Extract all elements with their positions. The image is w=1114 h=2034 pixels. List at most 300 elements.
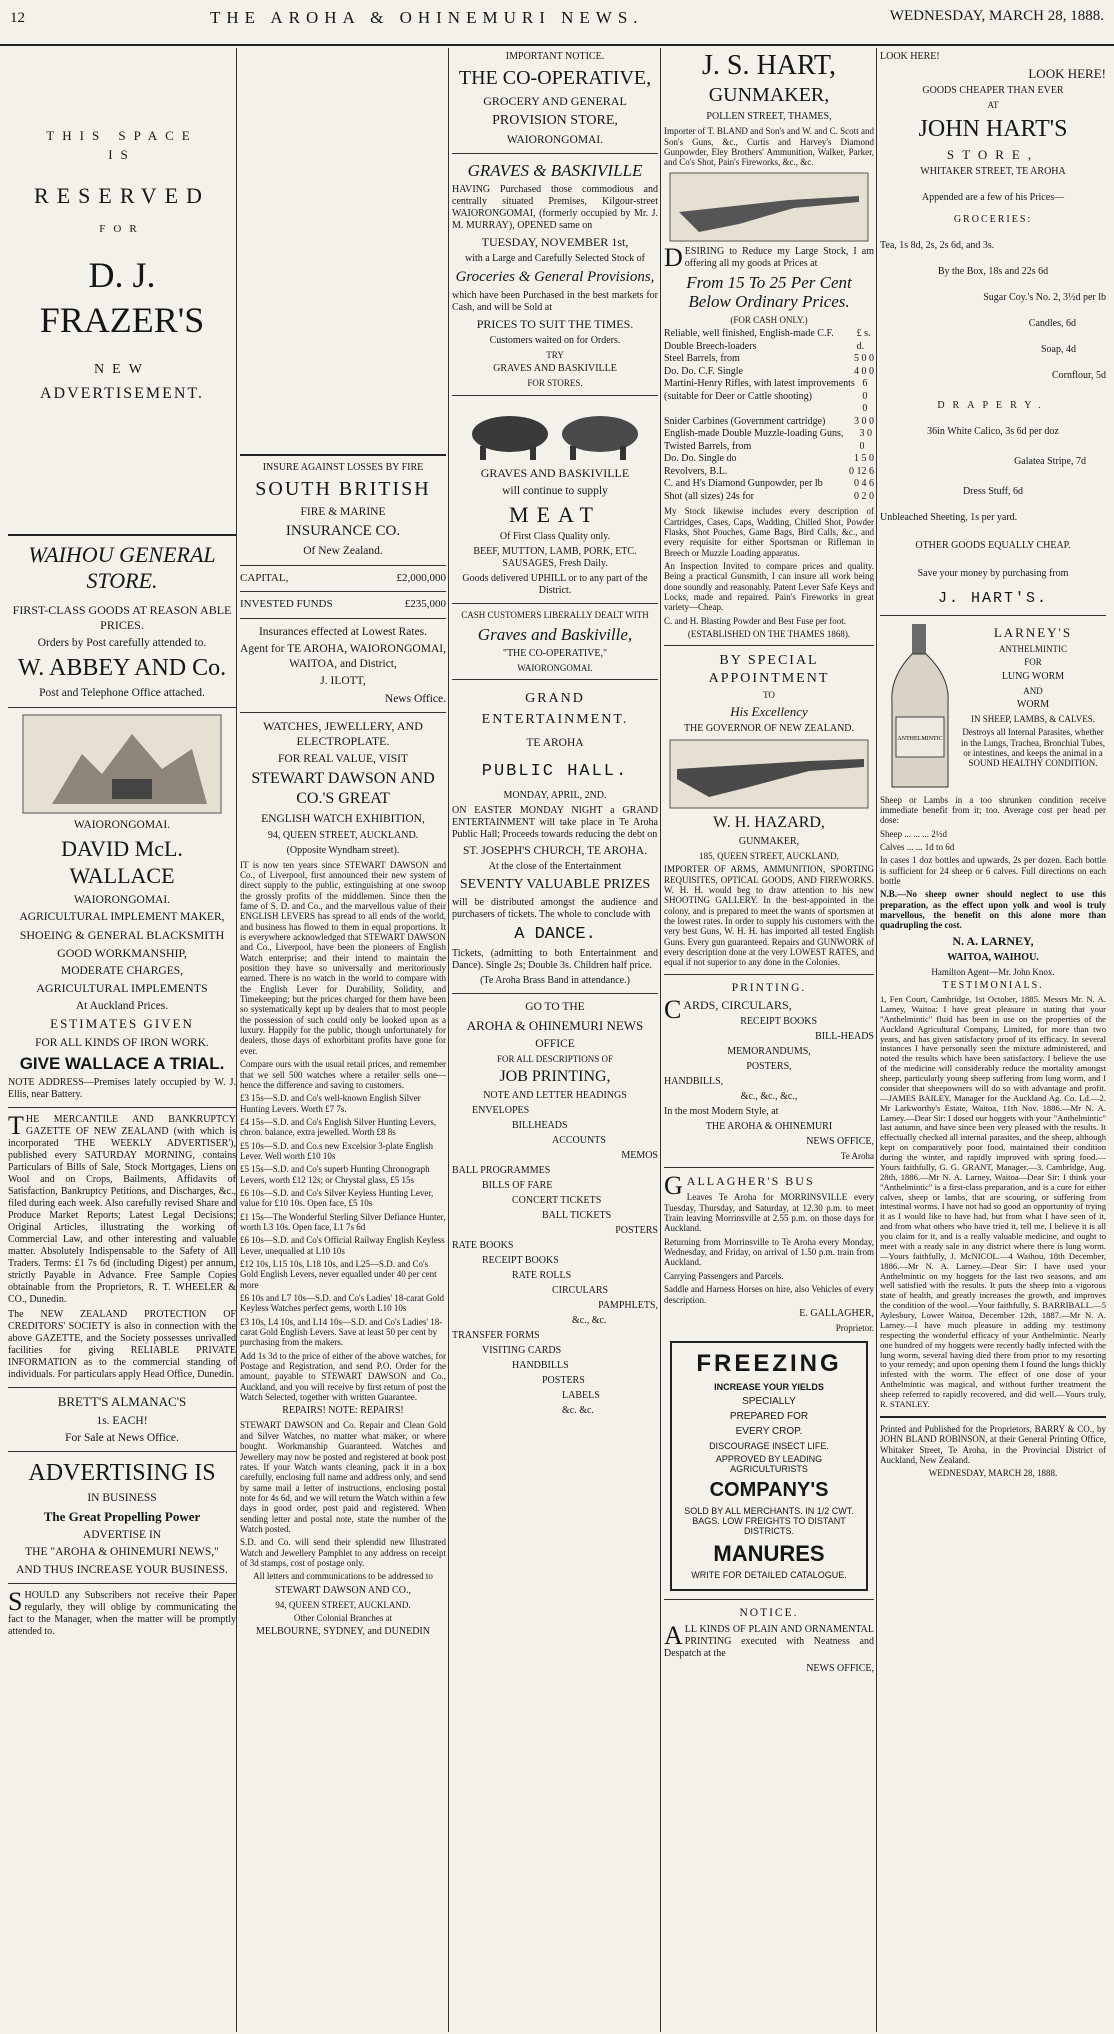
watch-price: £6 10s—S.D. and Co's Silver Keyless Hunting Lever, value for £10 10s. Open face, £5 10s	[240, 1187, 434, 1209]
ent-tickets: Tickets, (admitting to both Entertainment and Dance). Single 2s; Double 3s. Children half price.	[452, 948, 658, 972]
manures-approved: APPROVED BY LEADING AGRICULTURISTS	[715, 1453, 823, 1475]
protection-society: The NEW ZEALAND PROTECTION OF CREDITORS' SOCIETY is also in connection with the above GAZETTE, and the Society possesses unrivalled facilities for giving RELIABLE PRIVATE INFORMATION as to the commercial standing of individuals. For particulars apply Head Office, Dunedin.	[8, 1309, 236, 1381]
letters-body: All letters and communications to be addressed to	[253, 1571, 433, 1582]
watch-price: £4 15s—S.D. and Co's English Silver Hunting Levers, chron. balance, extra jewelled. Worth £8 8s	[240, 1116, 437, 1138]
insure-nz: Of New Zealand.	[303, 545, 383, 558]
print-item: HANDBILLS	[512, 1360, 569, 1372]
wallace-l2: SHOEING & GENERAL BLACKSMITH	[19, 927, 225, 942]
column-1	[8, 48, 236, 2032]
reserved-line6: ADVERTISEMENT.	[39, 385, 205, 403]
coop-notice: IMPORTANT NOTICE.	[505, 51, 605, 62]
column-rule	[236, 48, 237, 2032]
stewart-dawson-ad	[240, 719, 446, 1638]
larney-anthelmintic-ad	[880, 622, 1106, 1410]
manures-specially: SPECIALLY	[742, 1395, 796, 1407]
reserved-line1: THIS SPACE	[46, 128, 198, 143]
watches-l3: ENGLISH WATCH EXHIBITION,	[261, 813, 425, 826]
ent-body: ON EASTER MONDAY NIGHT a GRAND ENTERTAINMENT will take place in Te Aroha Public Hall; Proceeds towards reducing the debt on	[452, 805, 658, 840]
print-item: RECEIPT BOOKS	[482, 1255, 559, 1267]
larney-place: WAITOA, WAIHOU.	[947, 951, 1039, 963]
print-item: ACCOUNTS	[552, 1135, 606, 1147]
coop-place: WAIORONGOMAI.	[506, 133, 604, 146]
divider	[8, 1451, 236, 1452]
print-item: LABELS	[562, 1390, 600, 1402]
price-item: Do. Do. C.F. Single	[664, 365, 743, 377]
rifle-engraving	[669, 739, 869, 809]
grocery-item: Tea, 1s 8d, 2s, 2s 6d, and 3s.	[880, 239, 995, 251]
hart-name: J. S. HART,	[702, 50, 836, 81]
larney-body: 1, Fen Court, Cambridge, 1st October, 1885. Messrs Mr. N. A. Larney, Waitoa: I have great pleasure in stating that your "Anthelmintic" fluid has been in use on the properties of the Auckland Agricultural Company, Limited, for more than two years, and has given satisfactory proof of its efficacy. In several instances I have personally seen the mixture administered, and noted the results which have been satisfactory. I believe the use of the medicine will considerably reduce the mortality amongst sheep, particularly young sheep suffering from lung worm, and I consider that sheepowners will do so with advantage and profit.—JAMES BAILEY, Manager for the Auckland Ag. Co. Ld.—2. Mr Larkworthy's Estate, Waitoa, 11th Nov. 1886.—Mr N. A. Larney.—Dear Sir: I dosed our hoggets with your "Anthelmintic" last autumn, and have since been very pleased with the results. It effectually checked all internal parasites, and the sheep, although kept on comparatively poor food, maintained their condition during the winter, and rapidly improved with spring food.—Yours faithfully, G. G. GRANT, Manager.—3. Cambridge, Aug. 28th, 1886.—Mr N. A. Larney, Waitoa—Dear Sir: I think your "Anthelmintic" is a first-class preparation, and is a cure for either calves, sheep or lambs, that are scouring, or suffering from intestinal worms. I have not had so good an opportunity of trying it as I would like to have had, but from what I have seen of it, and from what others who have tried it, tell me, I believe it is all you claim for it, and is a really valuable medicine, and ought to meet with a ready sale in any district where there is lung worm.—Yours faithfully, J. McNICOL.—4 Waihou, 18th December, 1886.—Mr N. A. Larney.—Dear Sir: I have used your Anthelmintic on my hoggets for the last two seasons, and am well satisfied with the results. It puts the sheep into a vigorous state of health, and greatly increases the growth, and improves the condition of the wool.—Your faithfully, S. BARRIBALL.—5 Aylesbury, Lower Waitoa, December 12th, 1887.—Mr N. A. Larney.—I have much pleasure in adding my testimony respecting the wonderful efficacy of your Anthelmintic. Nearly one hundred of my hoggets were recently badly infected with the lung worm, several having died there from prior to my resorting to your remedy; and upon opening them I found the lungs thickly infested with the worm. The effect of one dose of your Anthelmintic was magical, and without further treatment the sheep referred to rapidly recovered, and did well.—Yours truly, R. STANLEY.	[880, 994, 1106, 1409]
price-value: 1 5 0	[854, 453, 874, 465]
watch-price: £6 10s—S.D. and Co's Official Railway English Keyless Lever, unequalled at L10 10s	[240, 1235, 445, 1256]
capital-row	[240, 572, 446, 586]
hart-cheaper: GOODS CHEAPER THAN EVER	[922, 85, 1064, 97]
livestock-engraving	[460, 402, 650, 462]
funds-row	[240, 598, 446, 612]
grocery-item: Soap, 4d	[1041, 343, 1076, 355]
waihou-name: W. ABBEY AND Co.	[17, 655, 227, 682]
dawson-addr2: 94, QUEEN STREET, AUCKLAND.	[275, 1599, 411, 1610]
hart-drapery: DRAPERY.	[937, 399, 1049, 411]
hart-sign: J. HART'S.	[937, 589, 1048, 607]
meat-l10: WAIORONGOMAI.	[517, 663, 593, 674]
divider	[880, 615, 1106, 616]
manures-title: MANURES	[713, 1540, 825, 1566]
price-row	[664, 366, 874, 379]
divider	[452, 603, 658, 604]
hart-price-list	[664, 328, 874, 503]
watch-price: £3 10s, L4 10s, and L14 10s—S.D. and Co's Ladies' 18-carat Gold English Levers. Save at least 50 per cent by purchasing from the makers.	[240, 1316, 443, 1348]
notice-title: NOTICE.	[739, 1607, 799, 1620]
cards-l10: THE AROHA & OHINEMURI	[705, 1121, 833, 1133]
divider	[880, 1416, 1106, 1418]
funds-label: INVESTED FUNDS	[240, 598, 333, 611]
wallace-l1: AGRICULTURAL IMPLEMENT MAKER,	[19, 911, 225, 924]
price-item: Snider Carbines (Government cartridge)	[664, 415, 826, 427]
print-item: &c. &c.	[562, 1405, 594, 1417]
price-item: Revolvers, B.L.	[664, 465, 728, 477]
ent-l1: GRAND	[525, 691, 585, 707]
larney-header	[880, 622, 1106, 792]
watch-price-list	[240, 1093, 446, 1348]
price-value: 0 4 6	[854, 478, 874, 490]
meat-l7: CASH CUSTOMERS LIBERALLY DEALT WITH	[461, 610, 649, 621]
news-printing-ad	[664, 981, 874, 1162]
page-number: 12	[10, 10, 25, 26]
print-item: MEMOS	[621, 1150, 658, 1162]
ent-l4: PUBLIC HALL.	[481, 761, 629, 781]
watches-l5: (Opposite Wyndham street).	[286, 844, 400, 856]
drapery-item: Galatea Stripe, 7d	[1014, 455, 1086, 467]
print-item: RATE ROLLS	[512, 1270, 572, 1282]
hazard-addr: 185, QUEEN STREET, AUCKLAND,	[699, 850, 839, 861]
print-item: TRANSFER FORMS	[452, 1330, 540, 1342]
wallace-place: WAIORONGOMAI.	[73, 818, 171, 831]
watch-price: £12 10s, L15 10s, L18 10s, and L25—S.D. and Co's Gold English Levers, never equalled under 40 per cent more	[240, 1259, 437, 1290]
price-row	[664, 353, 874, 366]
bus-body3: Carrying Passengers and Parcels.	[664, 1270, 784, 1281]
advertising-l2: The Great Propelling Power	[43, 1508, 201, 1524]
repairs-body: STEWART DAWSON and Co. Repair and Clean Gold and Silver Watches, no matter what maker, or where bought. Workmanship Guaranteed. Watches and Jewellery may now be posted and registered at book post rates. If your Watch wants cleaning, pack it in a box carefully, enclosing full name and address only, and send by same mail a letter of instructions, enclosing postal note for 4s 6d, and we will return the Watch within a few days in good order, post paid and registered. When sending letter and postal note, state the number of the Watch posted.	[240, 1420, 446, 1534]
advertising-title: ADVERTISING IS	[28, 1460, 216, 1487]
wallace-l10: NOTE ADDRESS—Premises lately occupied by W. J. Ellis, near Battery.	[8, 1077, 236, 1101]
insure-head: INSURE AGAINST LOSSES BY FIRE	[262, 462, 424, 473]
wallace-ad	[8, 714, 236, 1102]
divider	[8, 1387, 236, 1388]
watches-l1: FOR REAL VALUE, VISIT	[278, 752, 408, 765]
watch-price: £6 10s and L7 10s—S.D. and Co's Ladies' 18-carat Gold Keyless Watches perfect gems, worth L10 10s	[240, 1293, 444, 1314]
look-here-1: LOOK HERE!	[880, 51, 940, 62]
blank-space	[240, 48, 446, 448]
watch-price: £5 10s—S.D. and Co.s new Excelsior 3-plate English Lever. Well worth £10 10s	[240, 1140, 433, 1161]
divider	[240, 591, 446, 592]
price-item: Steel Barrels, from	[664, 353, 740, 365]
watches-body3: Add 1s 3d to the price of either of the above watches, for Postage and Registration, and send P.O. Order for the amount, payable to STEWART DAWSON and Co., Auckland, and you will receive by first return of post the Watch Selected, together with written Guarantee.	[240, 1350, 446, 1403]
hazard-l2: TO	[763, 690, 775, 701]
coop-name: GRAVES & BASKIVILLE	[467, 160, 643, 180]
hazard-trade: GUNMAKER,	[738, 835, 800, 847]
meat-l8: Graves and Baskiville,	[477, 624, 633, 644]
larney-dose1: Sheep ... ... ... 2½d	[880, 828, 947, 839]
hart-body4: C. and H. Blasting Powder and Best Fuse per foot.	[664, 615, 846, 626]
price-row	[664, 478, 874, 491]
reserved-name: D. J. FRAZER'S	[39, 254, 205, 340]
notice-body: ALL KINDS OF PLAIN AND ORNAMENTAL PRINTING executed with Neatness and Despatch at the	[664, 1620, 874, 1659]
price-value: 6 0 0	[862, 378, 868, 415]
manures-every: EVERY CROP.	[735, 1425, 803, 1437]
watches-l2: STEWART DAWSON AND CO.'S GREAT	[251, 770, 435, 808]
reserved-line4: FOR	[99, 223, 145, 235]
wallace-l7: ESTIMATES GIVEN	[50, 1016, 194, 1032]
watches-head: WATCHES, JEWELLERY, AND ELECTROPLATE.	[263, 718, 423, 748]
ent-band: (Te Aroha Brass Band in attendance.)	[480, 975, 630, 987]
john-hart-name: JOHN HART'S	[918, 115, 1068, 142]
hazard-l1: BY SPECIAL APPOINTMENT	[708, 653, 830, 686]
print-item: RATE BOOKS	[452, 1240, 514, 1252]
south-british-ad	[240, 462, 446, 706]
hart-addr: POLLEN STREET, THAMES,	[706, 111, 832, 123]
divider	[240, 565, 446, 566]
print-l6: NOTE AND LETTER HEADINGS	[483, 1090, 627, 1102]
price-value: 3 0 0	[859, 428, 872, 452]
cards-l2: CARDS, CIRCULARS,	[664, 995, 792, 1025]
insure-co: INSURANCE CO.	[285, 523, 401, 540]
drapery-item: Unbleached Sheeting, 1s per yard.	[880, 511, 1018, 523]
ent-l5: MONDAY, APRIL, 2ND.	[503, 790, 607, 801]
print-item: PAMPHLETS,	[598, 1300, 658, 1312]
price-value: 0 12 6	[849, 465, 874, 477]
almanac-sale: For Sale at News Office.	[65, 1431, 179, 1444]
wallace-l5: AGRICULTURAL IMPLEMENTS	[36, 981, 208, 996]
hazard-body: IMPORTER OF ARMS, AMMUNITION, SPORTING REQUISITES, OPTICAL GOODS, AND FIREWORKS. W. H. H. would beg to draw attention to his new SHOOTING GALLERY. In the best-appointed in the colony, and is prepared to meet the wants of sportsmen at the lowest rates. In order to supply his customers with the very best Guns, W. H. H. has imported all tested English Guns. Every gun guaranteed. Repairs and GUNWORK of every description done at the very LOWEST RATES, and equal if not superior to any done in the Colonies.	[664, 864, 874, 968]
insure-rates: Insurances effected at Lowest Rates.	[258, 626, 428, 638]
meat-l1: GRAVES AND BASKIVILLE	[480, 465, 630, 480]
coop-try: TRY	[546, 349, 564, 360]
manures-write: WRITE FOR DETAILED CATALOGUE.	[691, 1570, 847, 1581]
column-2	[240, 48, 446, 2032]
advertising-l4: THE "AROHA & OHINEMURI NEWS,"	[25, 1546, 219, 1559]
wallace-l9: GIVE WALLACE A TRIAL.	[19, 1054, 225, 1074]
advertising-l5: AND THUS INCREASE YOUR BUSINESS.	[16, 1563, 228, 1576]
wallace-l3: GOOD WORKMANSHIP,	[57, 945, 187, 960]
ent-close: At the close of the Entertainment	[488, 861, 622, 873]
grocery-item: Cornflour, 5d	[1051, 369, 1106, 381]
hart-addr: WHITAKER STREET, TE AROHA	[920, 165, 1066, 177]
coop-stores: GRAVES AND BASKIVILLE	[493, 363, 617, 375]
dawson-addr1: STEWART DAWSON AND CO.,	[275, 1584, 411, 1596]
capital-label: CAPITAL,	[240, 571, 289, 584]
waihou-title: WAIHOU GENERAL STORE.	[28, 542, 216, 594]
larney-title: LARNEY'S	[993, 624, 1073, 640]
price-item: Reliable, well finished, English-made C.F. Double Breech-loaders	[664, 328, 834, 352]
larney-agent: Hamilton Agent—Mr. John Knox.	[931, 966, 1055, 977]
larney-dose-head: Sheep or Lambs in a too shrunken condition receive immediate benefit from it; too. Average cost per head per dose:	[880, 794, 1106, 826]
grocery-item: By the Box, 18s and 22s 6d	[937, 265, 1049, 277]
advertising-l3: ADVERTISE IN	[82, 1528, 162, 1541]
subscriber-notice: SHOULD any Subscribers not receive their Paper regularly, they will oblige by communicating the fact to the Manager, when the matter will be promptly attended to.	[8, 1587, 236, 1638]
print-l2: AROHA & OHINEMURI NEWS	[466, 1017, 644, 1033]
divider	[240, 454, 446, 456]
divider	[240, 618, 446, 619]
hart-trade: GUNMAKER,	[708, 84, 830, 107]
look-here-2: LOOK HERE!	[1028, 66, 1106, 81]
print-item: BALL PROGRAMMES	[452, 1165, 551, 1177]
cards-l11: NEWS OFFICE,	[806, 1136, 874, 1148]
watches-body1: IT is now ten years since STEWART DAWSON and Co., of Liverpool, first announced their new system of direct supply to the public, extinguishing at one swoop the grossly profits of the middlemen. Since then the fame of S. D. and Co., and the marvellous value of their ENGLISH LEVERS has spread to all ends of the world, and business has flowed to them in equal proportions. It is everywhere acknowledged that STEWART DAWSON and Co., Liverpool, have been the pioneers of English Watch enterprise; and their intend to maintain the position they have so universally and meritoriously earned. There is no watch in the world to compare with the English Lever for Durability, Solidity, and Timekeeping; but the prices charged for them have been so systematically kept up by dealers that to most people the possession of such could only be looked upon as a luxury. Happily for the public, though unfortunately for dealers, those days of exhorbitant profits have gone for ever.	[240, 859, 446, 1056]
divider	[8, 707, 236, 708]
grocery-item: Sugar Coy.'s No. 2, 3½d per lb	[983, 291, 1106, 303]
grocery-item: Candles, 6d	[1028, 317, 1076, 329]
bottle-label: ANTHELMINTIC	[897, 735, 943, 742]
hart-body3: An Inspection Invited to compare prices and quality. Being a practical Gunsmith, I can insure all work being done soundly and reasonably. Patent Lever Safe Keys and Locks, made and repaired. Pain's Fireworks in great variety—Cheap.	[664, 560, 874, 613]
larney-title-block	[960, 622, 1106, 792]
bus-body: Leaves Te Aroha for MORRINSVILLE every Tuesday, Thursday, and Saturday, at 12.30 p.m. to meet Train leaving Morrinsville at 2.55 p.m. on those days for Auckland.	[664, 1192, 874, 1234]
meat-l2: will continue to supply	[502, 484, 608, 497]
column-rule	[660, 48, 661, 2032]
hart-headline: From 15 To 25 Per Cent Below Ordinary Prices.	[686, 272, 852, 312]
repairs-head: REPAIRS! NOTE: REPAIRS!	[282, 1405, 404, 1417]
ent-dance: A DANCE.	[514, 924, 596, 944]
price-value: £ s. d.	[856, 328, 871, 352]
shotgun-engraving	[669, 172, 869, 242]
hart-at: AT	[987, 100, 999, 111]
wallace-name: DAVID McL. WALLACE	[61, 835, 183, 889]
price-item: English-made Double Muzzle-loading Guns, Twisted Barrels, from	[664, 428, 844, 452]
larney-name: N. A. LARNEY,	[952, 933, 1034, 948]
print-item: BILLS OF FARE	[482, 1180, 553, 1192]
cards-l1: PRINTING.	[731, 981, 807, 994]
cards-l3: RECEIPT BOOKS	[740, 1016, 818, 1028]
masthead	[0, 0, 1114, 46]
divider	[452, 153, 658, 154]
price-row	[664, 428, 874, 453]
print-l5: JOB PRINTING,	[499, 1068, 611, 1086]
insure-sub: FIRE & MARINE	[300, 506, 386, 518]
price-value: 4 0 0	[854, 365, 874, 377]
divider	[8, 1107, 236, 1108]
divider	[8, 1583, 236, 1584]
price-row	[664, 466, 874, 479]
price-row	[664, 491, 874, 504]
notice-office: NEWS OFFICE,	[806, 1662, 874, 1674]
watches-l4: 94, QUEEN STREET, AUCKLAND.	[267, 829, 419, 841]
print-item: BALL TICKETS	[542, 1210, 612, 1222]
price-item: Do. Do. Single do	[664, 453, 737, 465]
price-item: Martini-Henry Rifles, with latest improvements (suitable for Deer or Cattle shooting)	[664, 378, 855, 402]
coop-body2: with a Large and Carefully Selected Stock of	[464, 253, 646, 265]
ent-l2: ENTERTAINMENT.	[481, 711, 629, 727]
larney-sub: ANTHELMINTIC	[999, 643, 1067, 654]
printing-notice	[664, 1606, 874, 1674]
cards-l8: &c., &c., &c.,	[740, 1091, 798, 1103]
job-printing-ad	[452, 1000, 658, 1417]
divider	[664, 645, 874, 646]
column-4	[664, 48, 874, 2032]
meat-l3: MEAT	[509, 501, 601, 527]
cards-l5: MEMORANDUMS,	[727, 1046, 811, 1058]
meat-ad	[452, 402, 658, 674]
print-item: CONCERT TICKETS	[512, 1195, 602, 1207]
manures-prepared: PREPARED FOR	[729, 1410, 809, 1422]
waihou-line3: Post and Telephone Office attached.	[39, 687, 205, 700]
meat-l4: Of First Class Quality only.	[499, 531, 611, 543]
coop-waited: Customers waited on for Orders.	[489, 334, 621, 346]
hart-body: Importer of T. BLAND and Son's and W. and C. Scott and Son's Guns, &c., Curtis and Harvey's Diamond Gunpowder, Eley Brothers' Ammunition, Walker, Parker, and Co's Shot, Pain's Fireworks, &c., &c.	[664, 126, 874, 168]
coop-title: THE CO-OPERATIVE,	[458, 67, 652, 89]
hart-save: Save your money by purchasing from	[917, 567, 1069, 579]
catalogue-body: S.D. and Co. will send their splendid new Illustrated Watch and Jewellery Pamphlet to any address on receipt of 3d stamps, cost of postage only.	[240, 1537, 446, 1568]
divider	[452, 993, 658, 994]
wallace-l6: At Auckland Prices.	[75, 1000, 169, 1013]
larney-dose2: Calves ... ... 1d to 6d	[880, 841, 955, 852]
larney-dose3: In cases 1 doz bottles and upwards, 2s per dozen. Each bottle is sufficient for 24 sheep or 6 calves. Full directions on each bottle	[880, 855, 1106, 886]
hazard-ad	[664, 652, 874, 967]
divider	[452, 395, 658, 396]
ent-prizes: SEVENTY VALUABLE PRIZES	[459, 877, 651, 893]
manures-increase: INCREASE YOUR YIELDS	[714, 1382, 824, 1393]
price-value: 5 0 0	[854, 353, 874, 365]
print-item: POSTERS	[615, 1225, 658, 1237]
cards-l9: In the most Modern Style, at	[664, 1106, 779, 1118]
frazer-advertisement	[8, 128, 236, 528]
hart-groceries: GROCERIES:	[953, 213, 1033, 225]
issue-date: WEDNESDAY, MARCH 28, 1888.	[889, 8, 1104, 24]
hart-other: OTHER GOODS EQUALLY CHEAP.	[915, 539, 1071, 551]
divider	[664, 1167, 874, 1168]
wallace-l4: MODERATE CHARGES,	[60, 964, 184, 977]
ent-church: ST. JOSEPH'S CHURCH, TE AROHA.	[462, 845, 648, 857]
price-row	[664, 378, 874, 416]
imprint-date: WEDNESDAY, MARCH 28, 1888.	[928, 1468, 1058, 1479]
print-item: BILLHEADS	[512, 1120, 568, 1132]
hart-est: (ESTABLISHED ON THE THAMES 1868).	[687, 628, 851, 639]
print-item: POSTERS	[542, 1375, 585, 1387]
larney-desc: Destroys all Internal Parasites, whether in the Lungs, Trachea, Bronchial Tubes, or intestines, and keeps the animal in a SOUND HEALTHY CONDITION.	[961, 727, 1105, 769]
divider	[240, 712, 446, 713]
coop-date: TUESDAY, NOVEMBER 1st,	[481, 235, 629, 250]
larney-for: FOR	[1024, 657, 1042, 668]
larney-lung: LUNG WORM	[1001, 670, 1065, 682]
imprint: Printed and Published for the Proprietors, BARRY & CO., by JOHN BLAND ROBINSON, at their General Printing Office, Whitaker Street, Te Aroha, in the Provincial District of Auckland, New Zealand.	[880, 1423, 1106, 1465]
coop-body: HAVING Purchased those commodious and centrally situated Premises, Kilgour-street WAIORONGOMAI, (formerly occupied by Mr. J. M. MURRAY), OPENED same on	[452, 184, 658, 232]
gallagher-bus-ad	[664, 1171, 874, 1333]
manures-company: COMPANY'S	[709, 1478, 829, 1501]
insure-name: SOUTH BRITISH	[255, 478, 431, 500]
reserved-line3: RESERVED	[34, 182, 210, 208]
blacksmith-engraving	[22, 714, 222, 814]
larney-nb: N.B.—No sheep owner should neglect to use this preparation, as the effect upon yolk and wool is truly marvellous, the benefit on this alone more than quadrupling the cost.	[880, 889, 1106, 931]
capital-value: £2,000,000	[396, 571, 446, 584]
column-3	[452, 48, 658, 2032]
john-hart-store-ad	[880, 51, 1106, 609]
almanac-ad	[8, 1394, 236, 1445]
almanac-title: BRETT'S ALMANAC'S	[57, 1394, 187, 1410]
meat-l5: BEEF, MUTTON, LAMB, PORK, ETC. SAUSAGES, Fresh Daily.	[473, 546, 637, 570]
hart-desire: DESIRING to Reduce my Large Stock, I am offering all my goods at Prices at	[664, 242, 874, 272]
newspaper-title: THE AROHA & OHINEMURI NEWS.	[210, 8, 644, 27]
column-5	[880, 48, 1106, 2032]
drapery-item: Dress Stuff, 6d	[962, 485, 1024, 497]
entertainment-ad	[452, 690, 658, 987]
price-value: 3 0 0	[854, 415, 874, 427]
print-l4: FOR ALL DESCRIPTIONS OF	[497, 1054, 613, 1065]
js-hart-ad	[664, 51, 874, 639]
meat-l9: "THE CO-OPERATIVE,"	[502, 648, 608, 660]
price-value: 0 2 0	[854, 490, 874, 502]
price-item: Shot (all sizes) 24s for	[664, 490, 754, 502]
bus-body2: Returning from Morrinsville to Te Aroha every Monday, Wednesday, and Friday, on arrival of 1.50 p.m. train from Auckland.	[664, 1236, 874, 1268]
reserved-line5: NEW	[94, 361, 150, 377]
watches-body2: Compare ours with the usual retail prices, and remember that we sell 500 watches where a retailer sells one—hence the difference and saving to customers.	[240, 1059, 446, 1090]
bus-sign2: Proprietor.	[835, 1322, 874, 1333]
manures-sold: SOLD BY ALL MERCHANTS. IN 1/2 CWT. BAGS. LOW FREIGHTS TO DISTANT DISTRICTS.	[684, 1505, 854, 1537]
hart-body2: My Stock likewise includes every description of Cartridges, Cases, Caps, Wadding, Chilled Shot, Powder Flasks, Shot Pouches, Game Bags, Bird Calls, &c., and every requisite for either Sportsman or Rifleman in Breech or Muzzle Loading apparatus.	[664, 506, 874, 558]
insure-agent: Agent for TE AROHA, WAIORONGOMAI, WAITOA, and District,	[240, 643, 446, 670]
divider	[8, 534, 236, 536]
coop-body3: which have been Purchased in the best markets for Cash, and will be Sold at	[452, 289, 658, 313]
watch-price: £1 15s—The Wonderful Sterling Silver Defiance Hunter, worth L3 10s. Open face, L1 7s 6d	[240, 1211, 446, 1232]
hart-appended: Appended are a few of his Prices—	[921, 191, 1065, 203]
mercantile-gazette: THE MERCANTILE AND BANKRUPTCY GAZETTE OF NEW ZEALAND (with which is incorporated 'THE WEEKLY ADVERTISER'), published every SATURDAY MORNING, contains Particulars of Bills of Sale, Stock Mortgages, Liens on Wool and on Crops, Bailments, Affidavits of Satisfaction, Bankruptcy Petitions, and Discharges, &c., filed during each week. Also carefully revised Share and Produce Market Reports; Latest Legal Decisions; Original Articles, illustrating the working of Commercial Law, and other interesting and valuable matter. Absolutely Indispensable to the Safety of All Traders. Terms: £1 7s 6d (including Digest) per annum, strictly Payable in Advance. Free Sample Copies obtainable from the Proprietors, R. T. WHEELER & CO., Dunedin.	[8, 1111, 236, 1306]
insure-agent-name: J. ILOTT,	[320, 675, 366, 688]
waihou-line1: FIRST-CLASS GOODS AT REASON ABLE PRICES.	[12, 602, 232, 632]
bus-title: GALLAGHER'S BUS	[664, 1171, 815, 1201]
waihou-store-ad	[8, 542, 236, 701]
print-item: ENVELOPES	[472, 1105, 530, 1117]
bus-body4: Saddle and Harness Horses on hire, also Vehicles of every description.	[664, 1284, 874, 1305]
column-rule	[876, 48, 877, 2032]
ent-body2: will be distributed amongst the audience and purchasers of tickets. The whole to conclude with	[452, 896, 658, 920]
coop-l1: GROCERY AND GENERAL	[483, 94, 627, 108]
meat-l6: Goods delivered UPHILL or to any part of the District.	[462, 573, 648, 597]
coop-stores2: FOR STORES.	[527, 378, 583, 389]
price-row	[664, 416, 874, 429]
watch-price: £5 15s—S.D. and Co's superb Hunting Chronograph Levers, worth £12 12s; or Chrystal glass, £5 15s	[240, 1164, 430, 1185]
print-item: VISITING CARDS	[482, 1345, 562, 1357]
dawson-addr4: MELBOURNE, SYDNEY, and DUNEDIN	[256, 1626, 430, 1638]
watch-price: £3 15s—S.D. and Co's well-known English Silver Hunting Levers. Worth £7 7s.	[240, 1093, 421, 1114]
almanac-price: 1s. EACH!	[96, 1414, 148, 1427]
hart-cash: (FOR CASH ONLY.)	[730, 314, 808, 325]
wallace-l8: FOR ALL KINDS OF IRON WORK.	[35, 1036, 209, 1049]
divider	[664, 1599, 874, 1600]
cards-l4: BILL-HEADS	[815, 1031, 874, 1043]
larney-and: AND	[1023, 685, 1043, 696]
cards-l12: Te Aroha	[840, 1151, 874, 1162]
bus-sign: E. GALLAGHER,	[799, 1307, 874, 1319]
price-row	[664, 328, 874, 353]
insure-office: News Office.	[384, 692, 446, 705]
